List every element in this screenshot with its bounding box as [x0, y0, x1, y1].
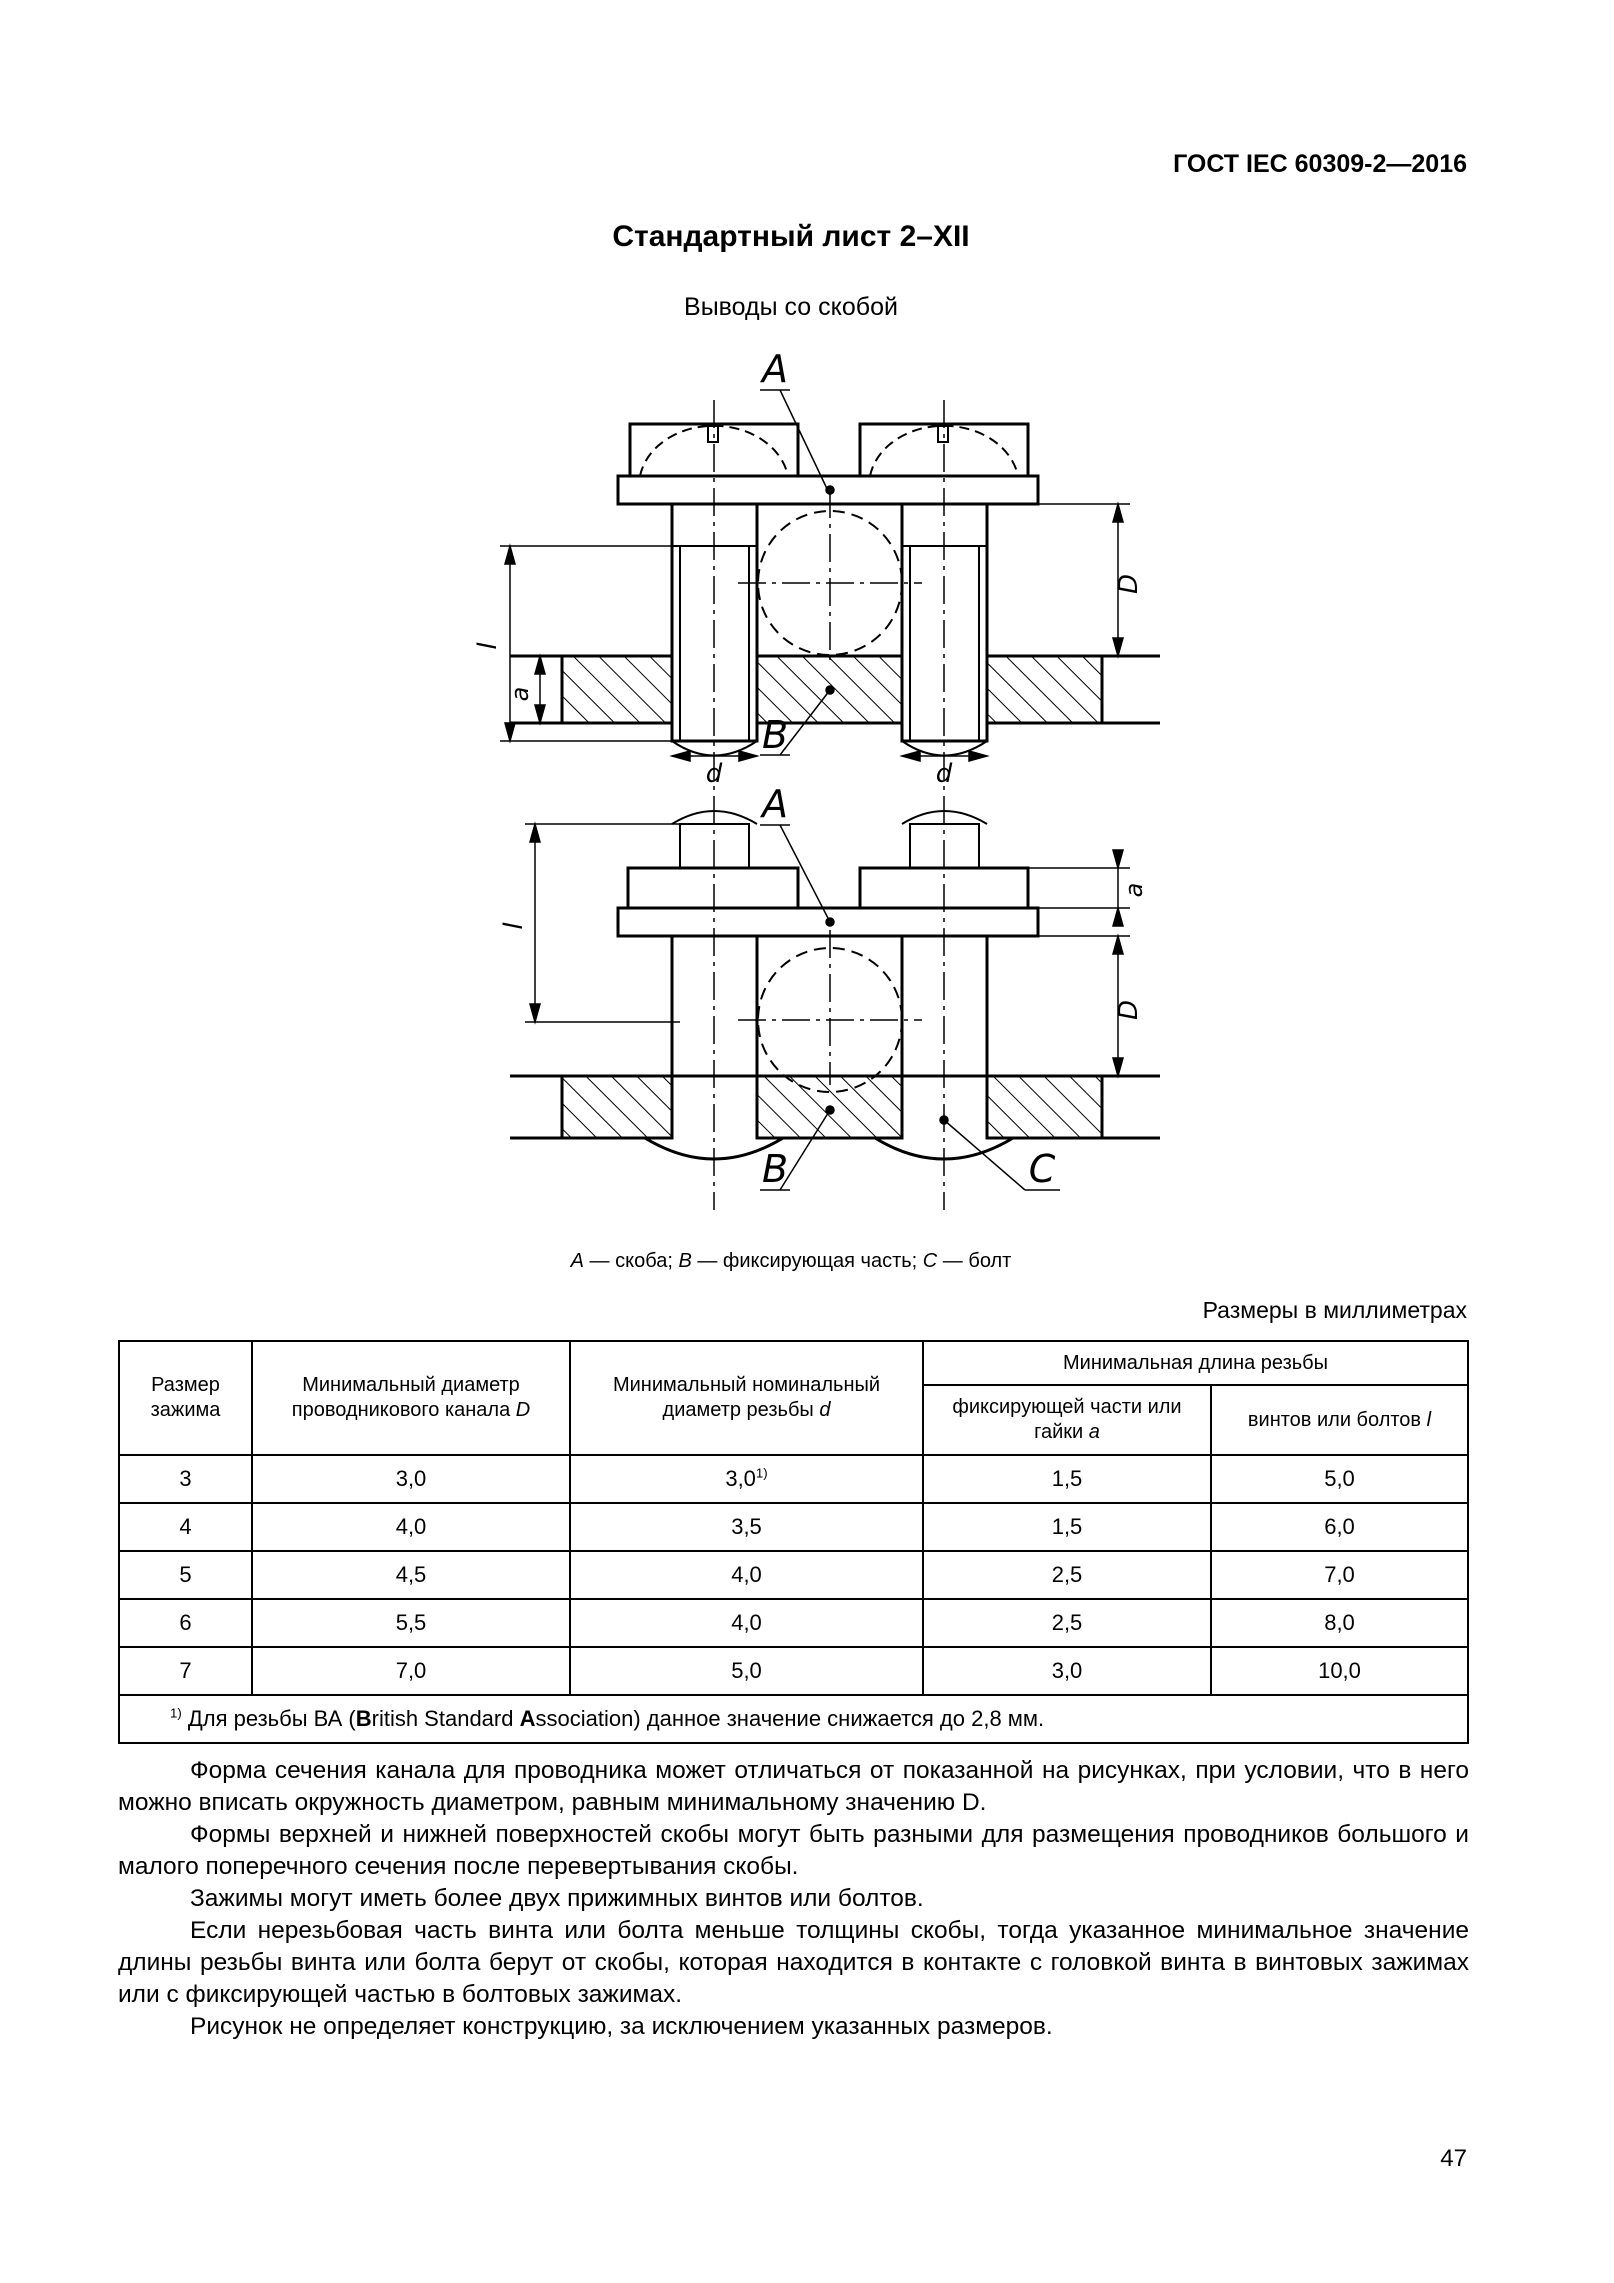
cell-d: 3,5 — [570, 1503, 923, 1551]
cell-D: 4,0 — [252, 1503, 570, 1551]
table-row — [119, 1503, 1468, 1551]
header-size: Размер зажима — [119, 1341, 252, 1455]
cell-size: 3 — [119, 1455, 252, 1503]
label-a-bottom: a — [1120, 882, 1148, 898]
label-A-bottom: A — [762, 782, 788, 826]
label-d-left: d — [705, 759, 723, 789]
header-screws: винтов или болтов l — [1211, 1385, 1468, 1455]
caption-C-text: — болт — [937, 1250, 1012, 1272]
cell-l: 6,0 — [1211, 1503, 1468, 1551]
units-note: Размеры в миллиметрах — [1202, 1297, 1467, 1323]
body-text — [118, 1755, 1469, 2043]
label-D-bottom: D — [1114, 999, 1144, 1021]
paragraph: Если нерезьбовая часть винта или болта меньше толщины скобы, тогда указанное минимальное значение длины резьбы винта или болта берут от скобы, которая находится в контакте с головкой винта в винтовых зажимах или с фиксирующей частью в болтовых зажимах. — [118, 1917, 1469, 2008]
cell-l: 8,0 — [1211, 1599, 1468, 1647]
label-B-top: B — [761, 713, 789, 757]
label-l-bottom: l — [499, 922, 529, 930]
cell-d: 3,0$^{1)}$ — [570, 1455, 923, 1503]
caption-A: A — [570, 1250, 584, 1272]
header-thread-length: Минимальная длина резьбы — [923, 1341, 1468, 1385]
cell-d: 5,0 — [570, 1647, 923, 1695]
cell-D: 3,0 — [252, 1455, 570, 1503]
label-C: C — [1028, 1147, 1056, 1191]
paragraph: Форма сечения канала для проводника может отличаться от показанной на рисунках, при условии, что в него можно вписать окружность диаметром, равным минимальному значению D. — [118, 1757, 1469, 1816]
cell-l: 5,0 — [1211, 1455, 1468, 1503]
paragraph: Формы верхней и нижней поверхностей скобы могут быть разными для размещения проводников большого и малого поперечного сечения после перевертывания скобы. — [118, 1821, 1469, 1880]
figure-caption — [0, 1250, 1582, 1273]
cell-size: 5 — [119, 1551, 252, 1599]
label-a-top: a — [506, 686, 534, 702]
sheet-subtitle: Выводы со скобой — [684, 293, 898, 321]
label-l-top: l — [473, 642, 503, 650]
label-D-top: D — [1114, 573, 1144, 595]
cell-d: 4,0 — [570, 1551, 923, 1599]
caption-A-text: — скоба; — [584, 1250, 679, 1272]
cell-D: 5,5 — [252, 1599, 570, 1647]
cell-d: 4,0 — [570, 1599, 923, 1647]
caption-B-text: — фиксирующая часть; — [691, 1250, 923, 1272]
caption-B: B — [678, 1250, 692, 1272]
cell-a: 2,5 — [923, 1551, 1211, 1599]
cell-l: 7,0 — [1211, 1551, 1468, 1599]
paragraph: Рисунок не определяет конструкцию, за исключением указанных размеров. — [190, 2013, 1053, 2040]
table-footnote: $^{1)}$ Для резьбы ВА (British Standard Association) данное значение снижается до 2,8 мм. — [119, 1695, 1468, 1743]
table-row — [119, 1551, 1468, 1599]
page-number: 47 — [1440, 2145, 1467, 2172]
cell-a: 3,0 — [923, 1647, 1211, 1695]
cell-a: 1,5 — [923, 1455, 1211, 1503]
document-code: ГОСТ IEC 60309-2—2016 — [1173, 150, 1467, 178]
cell-l: 10,0 — [1211, 1647, 1468, 1695]
terminal-drawing — [470, 350, 1170, 1230]
label-A-top: A — [762, 350, 788, 391]
table-row — [119, 1647, 1468, 1695]
dimensions-table — [118, 1340, 1469, 1744]
header-fixing-part: фиксирующей части или гайки a — [923, 1385, 1211, 1455]
cell-a: 1,5 — [923, 1503, 1211, 1551]
cell-a: 2,5 — [923, 1599, 1211, 1647]
cell-D: 4,5 — [252, 1551, 570, 1599]
caption-C: C — [922, 1250, 938, 1272]
paragraph: Зажимы могут иметь более двух прижимных винтов или болтов. — [190, 1885, 924, 1912]
header-thread-diameter: Минимальный номинальный диаметр резьбы d — [570, 1341, 923, 1455]
label-B-bottom: B — [761, 1147, 789, 1191]
cell-size: 4 — [119, 1503, 252, 1551]
cell-size: 7 — [119, 1647, 252, 1695]
table-footnote-row — [119, 1695, 1468, 1743]
cell-D: 7,0 — [252, 1647, 570, 1695]
table-row — [119, 1455, 1468, 1503]
table-row — [119, 1599, 1468, 1647]
cell-size: 6 — [119, 1599, 252, 1647]
header-channel-diameter: Минимальный диаметр проводникового канала D — [252, 1341, 570, 1455]
sheet-title: Стандартный лист 2–XII — [612, 220, 970, 253]
label-d-right: d — [935, 759, 953, 789]
